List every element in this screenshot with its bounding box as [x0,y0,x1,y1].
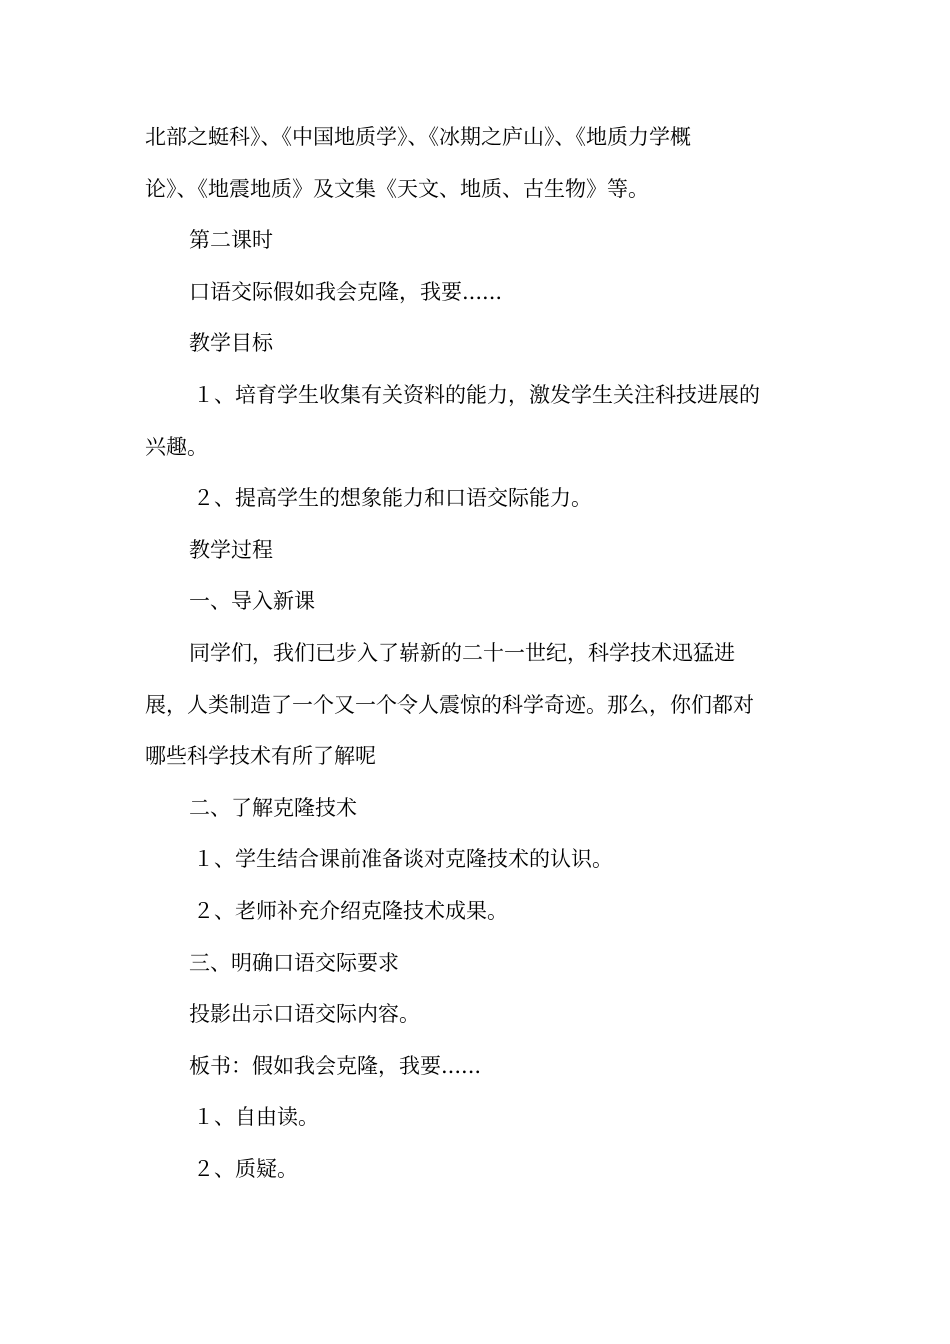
paragraph-line: 同学们，我们已步入了崭新的二十一世纪，科学技术迅猛进 [189,640,735,665]
paragraph-line: 兴趣。 [145,434,208,459]
section-heading: 教学过程 [189,537,273,562]
section-heading: 第二课时 [189,228,273,253]
lesson-title: 口语交际假如我会克隆，我要...... [189,279,503,304]
list-item: １、学生结合课前准备谈对克隆技术的认识。 [193,847,613,872]
document-body [145,112,795,1195]
list-item: ２、老师补充介绍克隆技术成果。 [193,898,508,923]
list-item: ２、质疑。 [193,1156,298,1181]
paragraph-line: 投影出示口语交际内容。 [189,1002,420,1027]
paragraph-line: 展，人类制造了一个又一个令人震惊的科学奇迹。那么，你们都对 [145,692,754,717]
section-heading: 教学目标 [189,331,273,356]
paragraph-line: 北部之蜓科》、《中国地质学》、《冰期之庐山》、《地质力学概 [145,125,691,149]
section-heading: 二、了解克隆技术 [189,795,357,820]
list-item: １、自由读。 [193,1105,319,1130]
section-heading: 三、明确口语交际要求 [189,950,399,975]
list-item: ２、提高学生的想象能力和口语交际能力。 [193,486,592,511]
paragraph-line: 论》、《地震地质》及文集《天文、地质、古生物》等。 [145,176,649,201]
paragraph-line: 板书：假如我会克隆，我要...... [189,1053,482,1078]
paragraph-line: 哪些科学技术有所了解呢 [145,744,376,769]
section-heading: 一、导入新课 [189,589,315,614]
list-item: １、培育学生收集有关资料的能力，激发学生关注科技进展的 [193,382,760,407]
